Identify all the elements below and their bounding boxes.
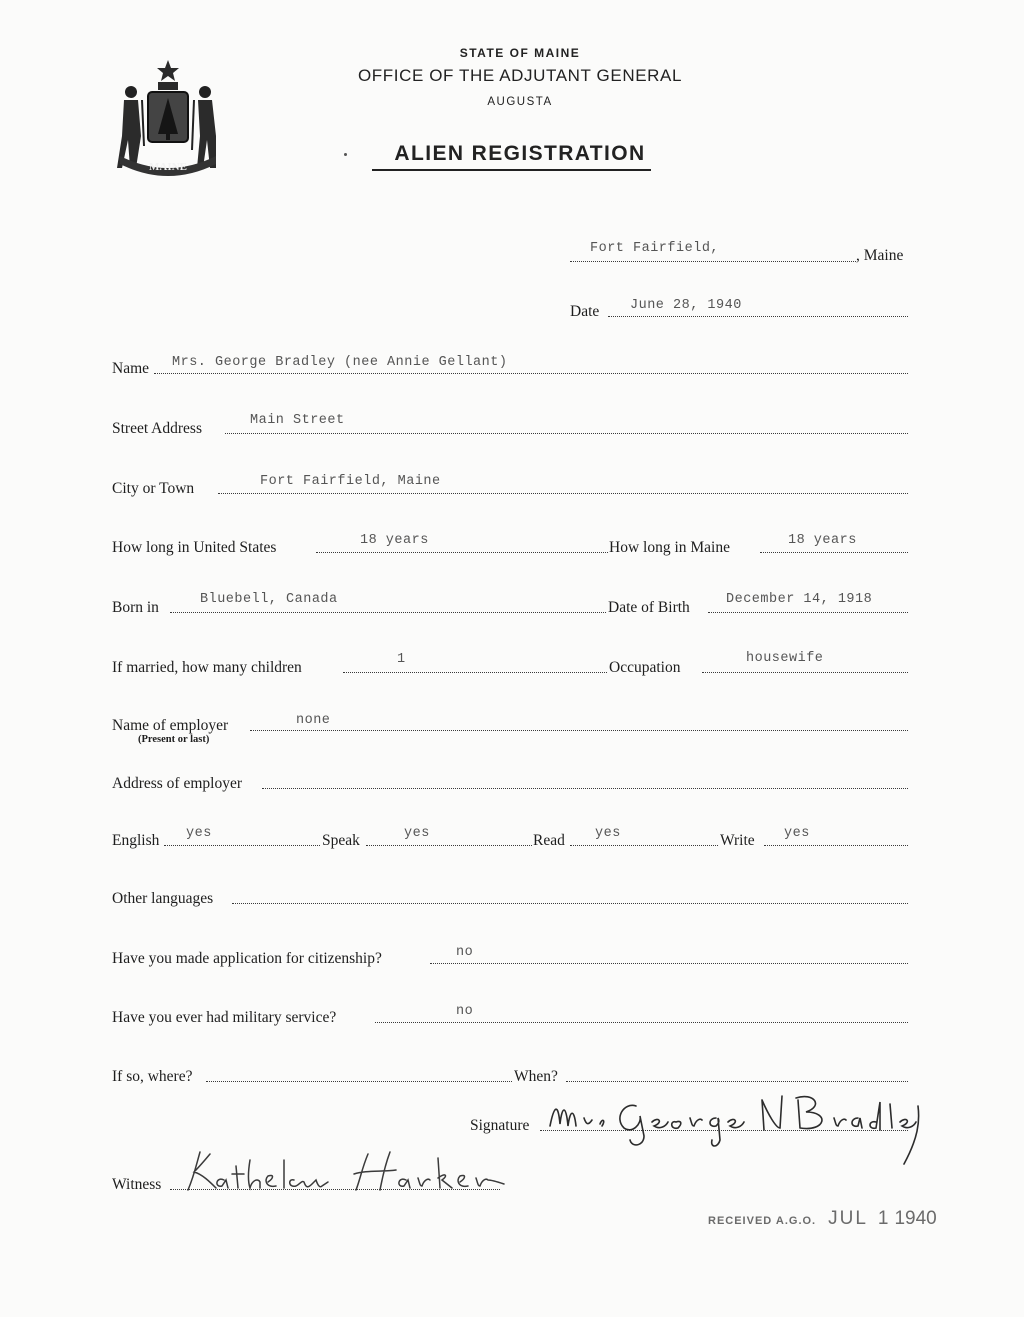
- street-label: Street Address: [112, 420, 202, 437]
- dob-label: Date of Birth: [608, 599, 690, 616]
- header-office: OFFICE OF THE ADJUTANT GENERAL: [357, 66, 683, 85]
- maine-time-label: How long in Maine: [609, 539, 730, 556]
- location-value: Fort Fairfield,: [590, 241, 720, 256]
- us-time-line: [316, 552, 608, 553]
- other-languages-line: [232, 903, 908, 904]
- employer-address-label: Address of employer: [112, 775, 242, 792]
- employer-line: [250, 730, 908, 731]
- speak-line: [366, 845, 532, 846]
- witness-label: Witness: [112, 1176, 162, 1193]
- born-line: [170, 612, 606, 613]
- us-time-value: 18 years: [360, 533, 429, 548]
- when-label: When?: [514, 1068, 558, 1085]
- stamp-day: 1: [877, 1208, 889, 1229]
- maine-time-line: [760, 552, 908, 553]
- header-state: STATE OF MAINE: [459, 46, 581, 60]
- dob-value: December 14, 1918: [726, 592, 873, 607]
- speak-label: Speak: [322, 832, 360, 849]
- other-languages-label: Other languages: [112, 890, 214, 907]
- children-line: [343, 672, 607, 673]
- name-value: Mrs. George Bradley (nee Annie Gellant): [172, 355, 508, 370]
- signature-handwriting: [540, 1088, 920, 1168]
- signature-label: Signature: [470, 1117, 530, 1134]
- military-value: no: [456, 1004, 474, 1019]
- stamp-month: JUL: [828, 1208, 868, 1229]
- children-label: If married, how many children: [112, 659, 302, 676]
- header-city: AUGUSTA: [487, 96, 553, 108]
- stamp-year: 1940: [894, 1208, 937, 1229]
- occupation-line: [702, 672, 908, 673]
- citizenship-line: [430, 963, 908, 964]
- witness-handwriting: [170, 1146, 520, 1198]
- citizenship-label: Have you made application for citizenship?: [112, 950, 382, 967]
- maine-state-seal: [112, 56, 224, 180]
- born-label: Born in: [112, 599, 159, 616]
- us-time-label: How long in United States: [112, 539, 277, 556]
- military-line: [375, 1022, 908, 1023]
- where-label: If so, where?: [112, 1068, 193, 1085]
- when-line: [566, 1081, 908, 1082]
- military-label: Have you ever had military service?: [112, 1009, 337, 1026]
- english-value: yes: [186, 826, 212, 841]
- read-value: yes: [595, 826, 621, 841]
- name-label: Name: [112, 360, 150, 377]
- seal-lettering: MAINE: [149, 161, 187, 173]
- read-line: [570, 845, 718, 846]
- stamp-prefix: RECEIVED A.G.O.: [708, 1215, 817, 1227]
- speak-value: yes: [404, 826, 430, 841]
- city-line: [218, 493, 908, 494]
- read-label: Read: [533, 832, 565, 849]
- form-title: ALIEN REGISTRATION: [394, 142, 646, 165]
- write-value: yes: [784, 826, 810, 841]
- date-value: June 28, 1940: [630, 298, 742, 313]
- name-line: [154, 373, 908, 374]
- city-value: Fort Fairfield, Maine: [260, 474, 441, 489]
- city-label: City or Town: [112, 480, 195, 497]
- date-label: Date: [570, 303, 600, 320]
- employer-address-line: [262, 788, 908, 789]
- received-stamp: [708, 1208, 937, 1230]
- write-label: Write: [720, 832, 755, 849]
- occupation-value: housewife: [746, 651, 824, 666]
- maine-time-value: 18 years: [788, 533, 857, 548]
- location-line: [570, 261, 856, 262]
- dob-line: [708, 612, 908, 613]
- where-line: [206, 1081, 512, 1082]
- citizenship-value: no: [456, 945, 474, 960]
- employer-label: Name of employer: [112, 717, 229, 734]
- children-value: 1: [397, 652, 406, 667]
- employer-sublabel: (Present or last): [138, 734, 210, 745]
- employer-value: none: [296, 713, 331, 728]
- street-line: [225, 433, 908, 434]
- location-suffix: , Maine: [856, 247, 904, 264]
- street-value: Main Street: [250, 413, 345, 428]
- occupation-label: Occupation: [609, 659, 681, 676]
- title-underline: [372, 169, 651, 171]
- write-line: [764, 845, 908, 846]
- born-value: Bluebell, Canada: [200, 592, 338, 607]
- english-line: [164, 845, 320, 846]
- date-line: [608, 316, 908, 317]
- english-label: English: [112, 832, 160, 849]
